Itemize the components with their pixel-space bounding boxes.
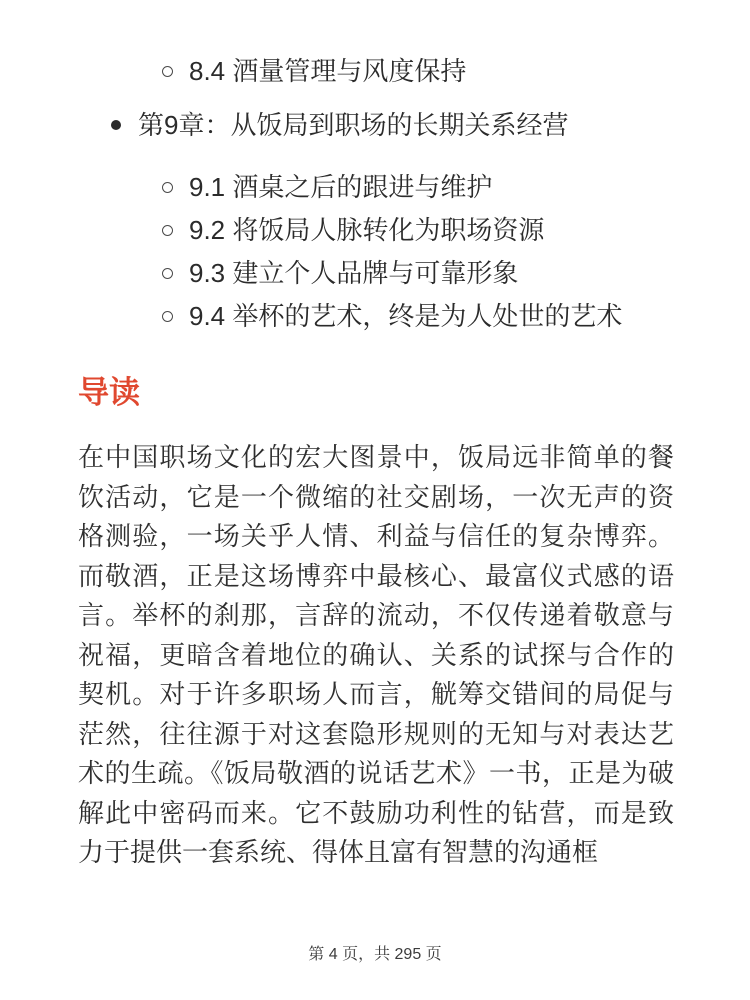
toc-item-label: 第9章：从饭局到职场的长期关系经营 [138, 110, 569, 140]
toc-item-9-2[interactable] [78, 215, 674, 245]
toc-item-9-3[interactable] [78, 258, 674, 288]
page-footer [0, 941, 750, 964]
table-of-contents [78, 56, 674, 331]
page-indicator: 第 4 页，共 295 页 [308, 946, 442, 963]
toc-item-9-4[interactable] [78, 301, 674, 331]
toc-item-label: 9.1 酒桌之后的跟进与维护 [189, 172, 493, 202]
filled-bullet-icon [111, 120, 121, 130]
toc-item-label: 8.4 酒量管理与风度保持 [189, 56, 467, 86]
hollow-bullet-icon [162, 268, 173, 279]
hollow-bullet-icon [162, 225, 173, 236]
toc-item-8-4[interactable] [78, 56, 674, 86]
hollow-bullet-icon [162, 182, 173, 193]
section-heading: 导读 [78, 375, 140, 410]
toc-item-label: 9.3 建立个人品牌与可靠形象 [189, 258, 519, 288]
toc-item-9-1[interactable] [78, 172, 674, 202]
toc-item-label: 9.2 将饭局人脉转化为职场资源 [189, 215, 545, 245]
toc-item-chapter-9[interactable] [78, 110, 674, 140]
body-paragraph: 在中国职场文化的宏大图景中，饭局远非简单的餐饮活动，它是一个微缩的社交剧场，一次无声的资格测验，一场关乎人情、利益与信任的复杂博弈。而敬酒，正是这场博弈中最核心、最富仪式感的语言。举杯的刹那，言辞的流动，不仅传递着敬意与祝福，更暗含着地位的确认、关系的试探与合作的契机。对于许多职场人而言，觥筹交错间的局促与茫然，往往源于对这套隐形规则的无知与对表达艺术的生疏。《饭局敬酒的说话艺术》一书，正是为破解此中密码而来。它不鼓励功利性的钻营，而是致力于提供一套系统、得体且富有智慧的沟通框 [78, 442, 674, 867]
hollow-bullet-icon [162, 66, 173, 77]
toc-item-label: 9.4 举杯的艺术，终是为人处世的艺术 [189, 301, 623, 331]
hollow-bullet-icon [162, 311, 173, 322]
